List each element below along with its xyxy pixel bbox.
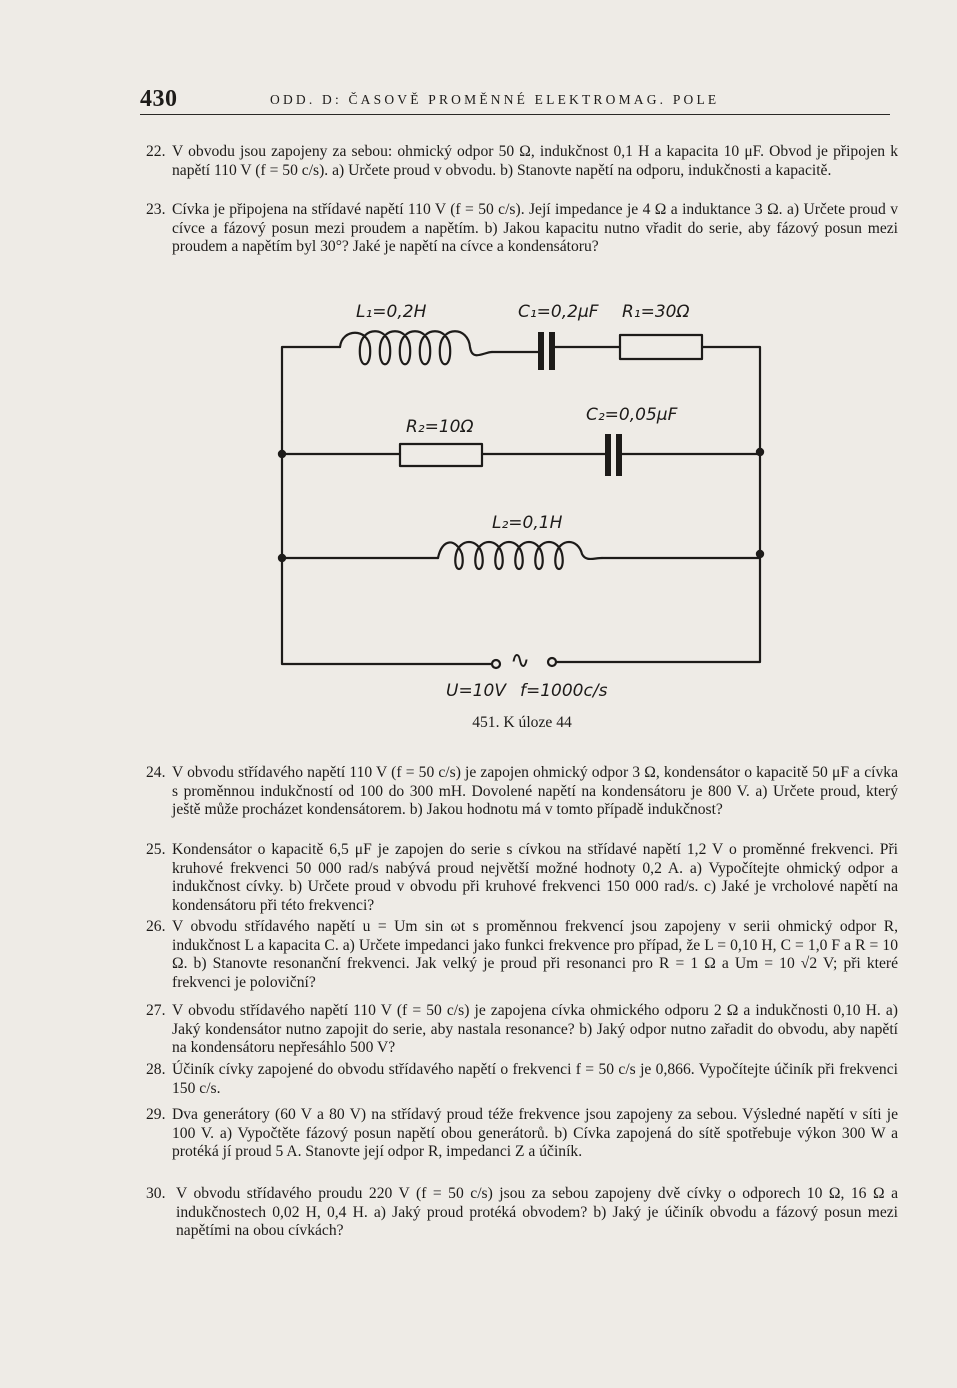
problem-28 [146,1061,898,1098]
problem-22 [146,143,898,180]
problem-26 [146,918,898,992]
junction-left-lower [278,554,286,562]
label-l1: L₁=0,2H [356,302,427,322]
label-c1: C₁=0,2μF [518,302,599,322]
terminal-left [492,660,500,668]
problem-number: 28. [146,1061,166,1078]
problem-text: V obvodu jsou zapojeny za sebou: ohmický odpor 50 Ω, indukčnost 0,1 H a kapacita 10 μF. Obvod je připojen k napětí 110 V (f = 50 c/s). a) Určete proud v obvodu. b) Stanovte napětí na odporu, indukčnosti a kapacitě. [172,143,898,179]
label-r2: R₂=10Ω [406,417,474,437]
problem-23 [146,201,898,257]
wire-top-right [702,347,760,452]
terminal-right [548,658,556,666]
label-voltage: U=10V [446,681,506,701]
problem-text: V obvodu střídavého napětí 110 V (f = 50 c/s) je zapojen ohmický odpor 3 Ω, kondensátor o kapacitě 50 μF a cívka s proměnnou indukčností od 100 do 300 mH. Dovolené napětí na kondensátoru je 800 V. a) Určete proud, který ještě může procházet kondensátorem. b) Jakou hodnotu má v tomto případě indukčnost? [172,764,898,819]
resistor-r1 [620,335,702,359]
wire-top-left [282,347,340,422]
wire-left-vertical [282,422,492,664]
problem-number: 24. [146,764,166,781]
problem-number: 25. [146,841,166,858]
problem-30 [146,1185,898,1241]
problem-number: 26. [146,918,166,935]
circuit-figure [262,292,782,712]
inductor-l1 [340,331,492,364]
problem-number: 27. [146,1002,166,1019]
label-frequency: f=1000c/s [520,681,608,701]
problem-text: Cívka je připojena na střídavé napětí 110 V (f = 50 c/s). Její impedance je 4 Ω a induktance 3 Ω. a) Určete proud v cívce a fázový posun mezi proudem a napětím. b) Jakou kapacitu nutno vřadit do serie, aby fázový posun mezi proudem a napětím byl 30°? Jaké je napětí na cívce a kondensátoru? [172,201,898,256]
problem-29 [146,1106,898,1162]
problem-24 [146,764,898,820]
figure-caption: 451. K úloze 44 [472,714,572,731]
inductor-l2 [438,542,602,569]
page-header [140,86,890,115]
problem-text: V obvodu střídavého proudu 220 V (f = 50 c/s) jsou za sebou zapojeny dvě cívky o odporech 10 Ω, 16 Ω a indukčnostech 0,02 H, 0,4 H. a) Jaký proud protéká obvodem? b) Jaký je účiník obvodu a fázový posun mezi napětími na obou cívkách? [176,1185,898,1240]
running-head: ODD. D: ČASOVĚ PROMĚNNÉ ELEKTROMAG. POLE [270,92,720,107]
junction-right-lower [756,550,764,558]
problem-27 [146,1002,898,1058]
problem-number: 30. [146,1185,166,1202]
problem-text: Dva generátory (60 V a 80 V) na střídavý proud téže frekvence jsou zapojeny za sebou. Výsledné napětí v síti je 100 V. a) Vypočtěte fázový posun napětí obou generátorů. b) Cívka zapojená do sítě spotřebuje výkon 300 W a protéká jí proud 5 A. Stanovte její odpor R, impedanci Z a účiník. [172,1106,898,1161]
problem-text: V obvodu střídavého napětí u = Um sin ωt s proměnnou frekvencí jsou zapojeny v serii ohmický odpor R, indukčnost L a kapacita C. a) Určete impedanci jako funkci frekvence pro případ, že L = 0,10 H, C = 1,0 F a R = 10 Ω. b) Stanovte resonanční frekvenci. Jak velký je proud při resonanci pro R = 1 Ω a Um = 10 √2 V; při které frekvenci je poloviční? [172,918,898,991]
label-l2: L₂=0,1H [492,513,563,533]
resistor-r2 [400,444,482,466]
capacitor-c1-plate-left [538,332,544,370]
source-symbol: ∿ [510,646,531,674]
problem-25 [146,841,898,915]
problem-number: 22. [146,143,166,160]
circuit-diagram [262,292,782,712]
problem-text: Kondensátor o kapacitě 6,5 μF je zapojen do serie s cívkou na střídavé napětí 1,2 V o proměnné frekvenci. Při kruhové frekvenci 50 000 rad/s nabývá proud největší možné hodnoty 0,2 A. a) Vypočítejte ohmický odpor a indukčnost cívky. b) Určete proud v obvodu při kruhové frekvenci 150 000 rad/s. c) Jaké je vrcholové napětí na kondensátoru při této frekvenci? [172,841,898,914]
problem-number: 23. [146,201,166,218]
label-r1: R₁=30Ω [622,302,690,322]
junction-left-middle [278,450,286,458]
page-number: 430 [140,86,178,112]
junction-right-middle [756,448,764,456]
capacitor-c2-plate-left [605,434,611,476]
problem-number: 29. [146,1106,166,1123]
capacitor-c2-plate-right [616,434,622,476]
problem-text: V obvodu střídavého napětí 110 V (f = 50 c/s) je zapojena cívka ohmického odporu 2 Ω a indukčnosti 0,10 H. a) Jaký kondensátor nutno zapojit do serie, aby nastala resonance? b) Jaký odpor nutno zařadit do obvodu, aby napětí na kondensátoru nepřesáhlo 500 V? [172,1002,898,1057]
capacitor-c1-plate-right [549,332,555,370]
label-c2: C₂=0,05μF [586,405,678,425]
problem-text: Účiník cívky zapojené do obvodu střídavého napětí o frekvenci f = 50 c/s je 0,866. Vypočítejte účiník při frekvenci 150 c/s. [172,1061,898,1097]
